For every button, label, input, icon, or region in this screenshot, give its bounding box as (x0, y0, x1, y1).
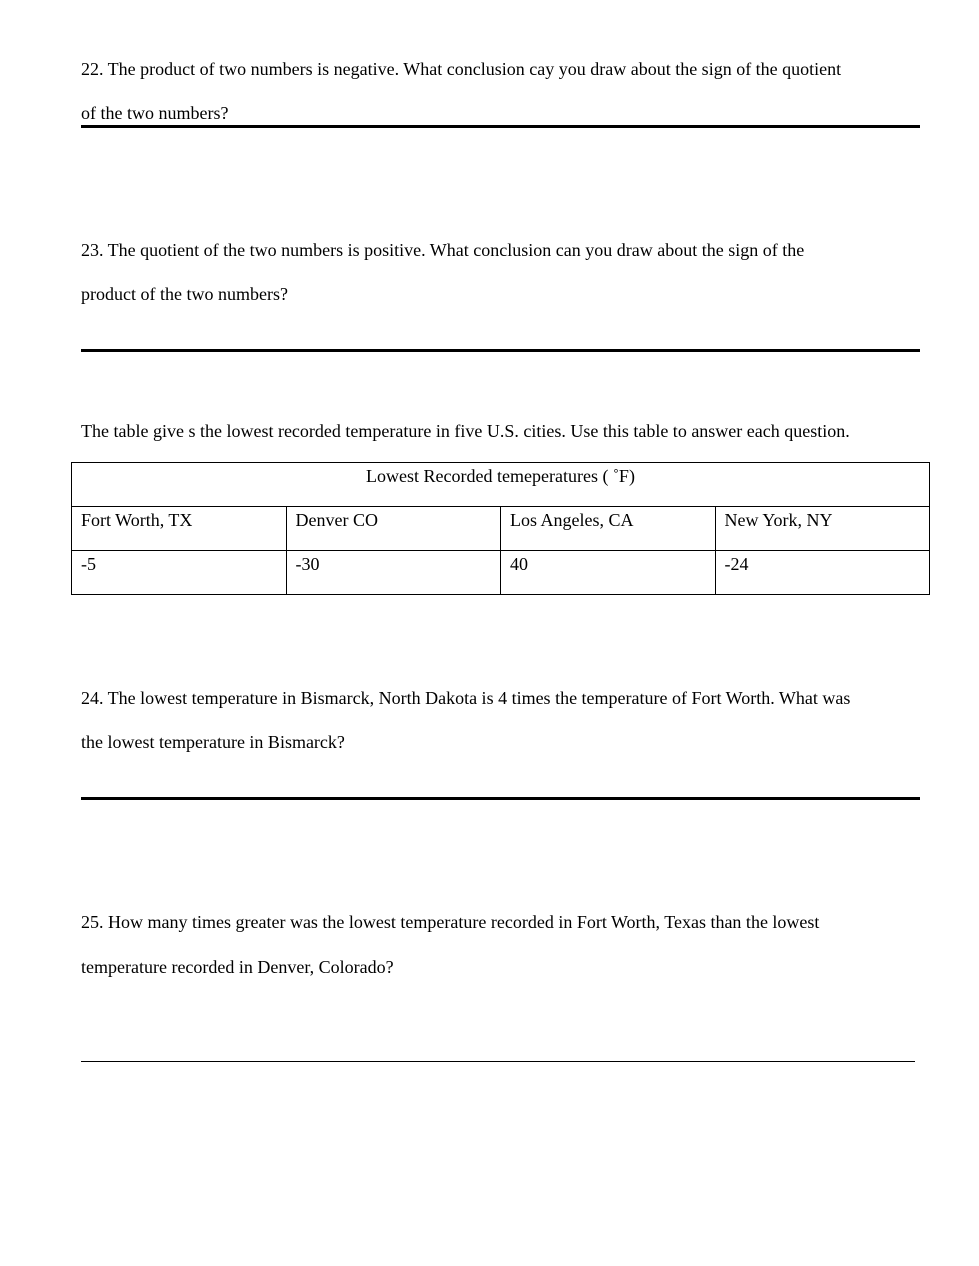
question-23-text-cont: product of the two numbers? (81, 284, 288, 304)
answer-line-22 (81, 125, 920, 128)
answer-line-24 (81, 797, 920, 800)
temperature-table (71, 462, 930, 595)
answer-line-25 (81, 1061, 915, 1062)
question-25-text: 25. How many times greater was the lowest temperature recorded in Fort Worth, Texas than the lowest (81, 912, 820, 932)
question-22-text-cont: of the two numbers? (81, 103, 229, 123)
city-cell: Los Angeles, CA (501, 507, 716, 551)
temperature-cell: -30 (286, 551, 501, 595)
table-caption-row (72, 463, 930, 507)
table-header-row (72, 507, 930, 551)
city-cell: Denver CO (286, 507, 501, 551)
question-23-text: 23. The quotient of the two numbers is positive. What conclusion can you draw about the sign of the (81, 240, 805, 260)
question-22-text: 22. The product of two numbers is negative. What conclusion cay you draw about the sign of the quotient (81, 59, 842, 79)
city-cell: Fort Worth, TX (72, 507, 287, 551)
answer-line-23 (81, 349, 920, 352)
question-24-text-cont: the lowest temperature in Bismarck? (81, 732, 345, 752)
temperature-cell: -24 (715, 551, 930, 595)
question-25-text-cont: temperature recorded in Denver, Colorado? (81, 957, 394, 977)
temperature-cell: 40 (501, 551, 716, 595)
table-row (72, 551, 930, 595)
temperature-cell: -5 (72, 551, 287, 595)
table-caption: Lowest Recorded temeperatures ( ˚F) (72, 463, 930, 507)
table-intro-text: The table give s the lowest recorded temperature in five U.S. cities. Use this table to answer each question. (81, 421, 850, 441)
question-24-text: 24. The lowest temperature in Bismarck, North Dakota is 4 times the temperature of Fort Worth. What was (81, 688, 851, 708)
city-cell: New York, NY (715, 507, 930, 551)
